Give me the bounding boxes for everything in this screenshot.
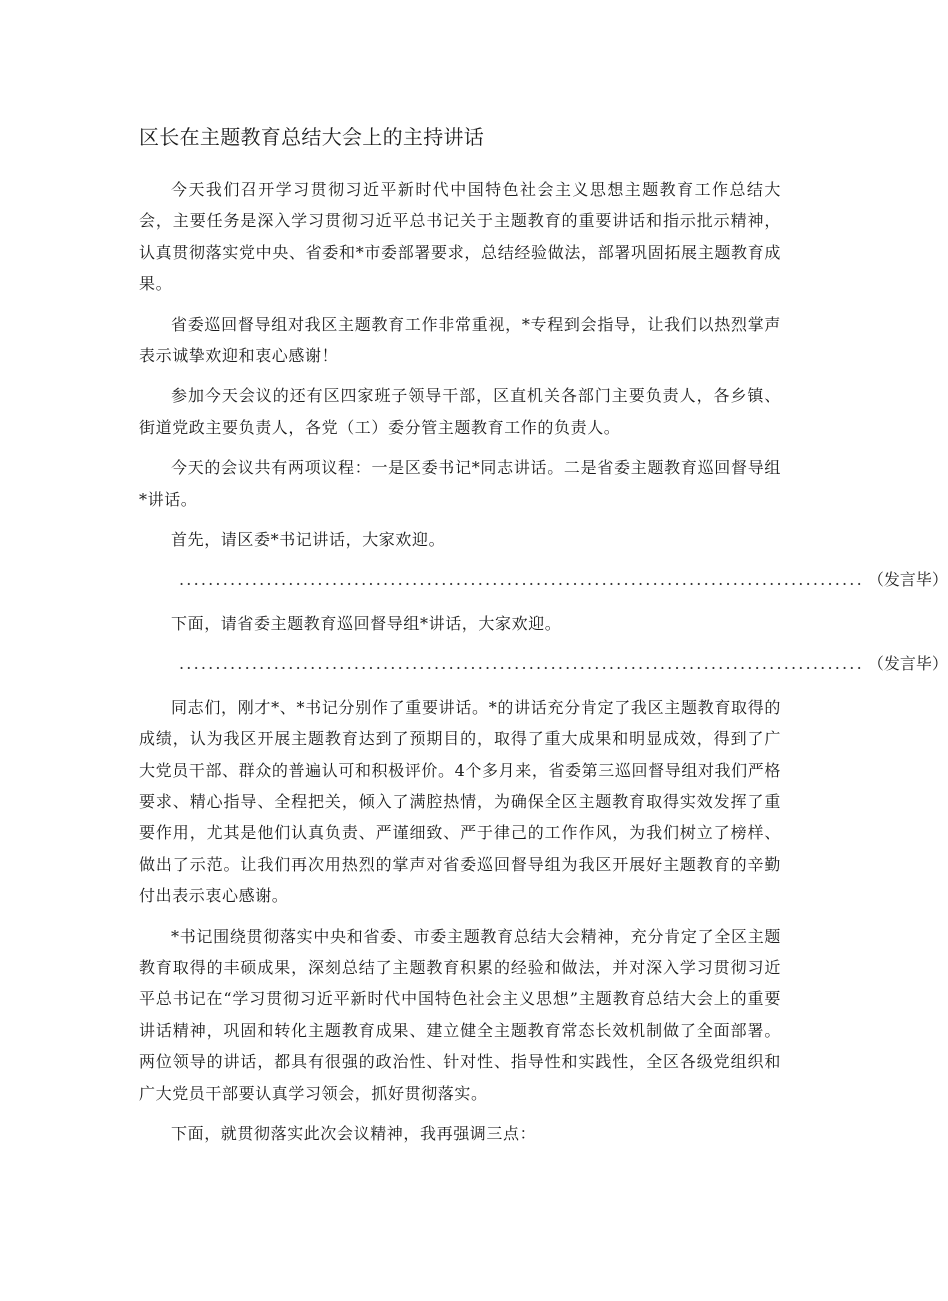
paragraph-closing: 下面，就贯彻落实此次会议精神，我再强调三点：	[171, 1123, 537, 1143]
document-page	[139, 122, 948, 1158]
document-title: 区长在主题教育总结大会上的主持讲话	[139, 125, 485, 149]
speech-end-line-2	[139, 648, 948, 679]
paragraph-attendees: 参加今天会议的还有区四家班子领导干部，区直机关各部门主要负责人，各乡镇、街道党政主要负责人，各党（工）委分管主题教育工作的负责人。	[139, 386, 781, 437]
paragraph-first-speaker: 首先，请区委*书记讲话，大家欢迎。	[171, 530, 446, 550]
speech-end-mark: （发言毕）	[867, 570, 948, 590]
paragraph-summary: 同志们，刚才*、*书记分别作了重要讲话。*的讲话充分肯定了我区主题教育取得的成绩，认为我区开展主题教育达到了预期目的，取得了重大成果和明显成效，得到了广大党员干部、群众的普遍认可和积极评价。4个多月来，省委第三巡回督导组对我们严格要求、精心指导、全程把关，倾入了满腔热情，为确保全区主题教育取得实效发挥了重要作用，尤其是他们认真负责、严谨细致、严于律己的工作作风，为我们树立了榜样、做出了示范。让我们再次用热烈的掌声对省委巡回督导组为我区开展好主题教育的辛勤付出表示衷心感谢。	[139, 697, 781, 906]
paragraph-agenda: 今天的会议共有两项议程：一是区委书记*同志讲话。二是省委主题教育巡回督导组*讲话。	[139, 458, 781, 509]
dot-leader: ..............................................................................................	[179, 570, 864, 590]
paragraph-secretary-remarks: *书记围绕贯彻落实中央和省委、市委主题教育总结大会精神，充分肯定了全区主题教育取得的丰硕成果，深刻总结了主题教育积累的经验和做法，并对深入学习贯彻习近平总书记在“学习贯彻习近平新时代中国特色社会主义思想”主题教育总结大会上的重要讲话精神，巩固和转化主题教育成果、建立健全主题教育常态长效机制做了全面部署。两位领导的讲话，都具有很强的政治性、针对性、指导性和实践性，全区各级党组织和广大党员干部要认真学习领会，抓好贯彻落实。	[139, 926, 781, 1103]
paragraph-second-speaker: 下面，请省委主题教育巡回督导组*讲话，大家欢迎。	[171, 613, 562, 633]
paragraph-opening: 今天我们召开学习贯彻习近平新时代中国特色社会主义思想主题教育工作总结大会，主要任务是深入学习贯彻习近平总书记关于主题教育的重要讲话和指示批示精神，认真贯彻落实党中央、省委和*市委部署要求，总结经验做法，部署巩固拓展主题教育成果。	[139, 180, 781, 294]
speech-end-mark: （发言毕）	[867, 654, 948, 674]
speech-end-line-1	[139, 564, 948, 595]
dot-leader: ..............................................................................................	[179, 654, 864, 674]
paragraph-welcome: 省委巡回督导组对我区主题教育工作非常重视，*专程到会指导，让我们以热烈掌声表示诚挚欢迎和衷心感谢！	[139, 314, 781, 366]
